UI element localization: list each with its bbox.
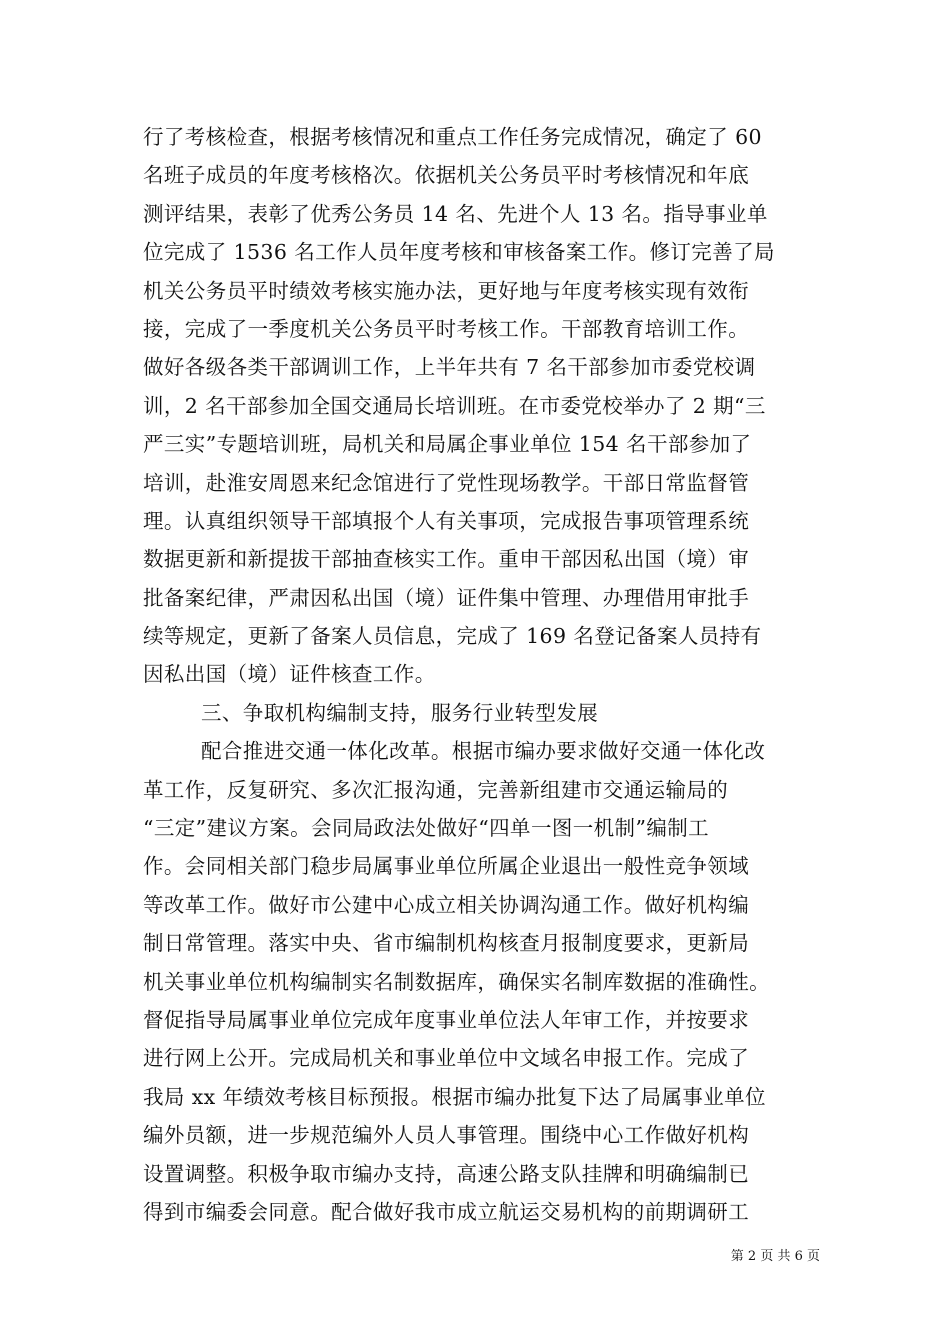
text-line: 编外员额，进一步规范编外人员人事管理。围绕中心工作做好机构 (143, 1123, 750, 1148)
text-line: 批备案纪律，严肃因私出国（境）证件集中管理、办理借用审批手 (143, 585, 750, 610)
text-line: 位完成了 1536 名工作人员年度考核和审核备案工作。修订完善了局 (143, 240, 775, 265)
text-line: 做好各级各类干部调训工作，上半年共有 7 名干部参加市委党校调 (143, 355, 756, 380)
text-line: 设置调整。积极争取市编办支持，高速公路支队挂牌和明确编制已 (143, 1161, 750, 1186)
text-line: 接，完成了一季度机关公务员平时考核工作。干部教育培训工作。 (143, 316, 750, 341)
text-line: 测评结果，表彰了优秀公务员 14 名、先进个人 13 名。指导事业单 (143, 201, 768, 226)
text-line: 培训，赴淮安周恩来纪念馆进行了党性现场教学。干部日常监督管 (143, 470, 750, 495)
text-line: 严三实”专题培训班，局机关和局属企事业单位 154 名干部参加了 (143, 432, 752, 457)
text-line: 进行网上公开。完成局机关和事业单位中文域名申报工作。完成了 (143, 1046, 750, 1071)
text-line: 机关事业单位机构编制实名制数据库，确保实名制库数据的准确性。 (143, 969, 770, 994)
text-line: 革工作，反复研究、多次汇报沟通，完善新组建市交通运输局的 (143, 777, 729, 802)
text-line: 制日常管理。落实中央、省市编制机构核查月报制度要求，更新局 (143, 931, 750, 956)
text-line: 行了考核检查，根据考核情况和重点工作任务完成情况，确定了 60 (143, 125, 762, 149)
text-line: 理。认真组织领导干部填报个人有关事项，完成报告事项管理系统 (143, 508, 750, 533)
page-number-footer: 第 2 页 共 6 页 (730, 1249, 820, 1264)
text-line: 机关公务员平时绩效考核实施办法，更好地与年度考核实现有效衔 (143, 278, 750, 303)
text-line: “三定”建议方案。会同局政法处做好“四单一图一机制”编制工 (143, 816, 710, 841)
text-line: 续等规定，更新了备案人员信息，完成了 169 名登记备案人员持有 (143, 624, 762, 649)
text-line: 督促指导局属事业单位完成年度事业单位法人年审工作，并按要求 (143, 1007, 750, 1032)
text-line: 因私出国（境）证件核查工作。 (143, 662, 436, 687)
text-line: 数据更新和新提拔干部抽查核实工作。重申干部因私出国（境）审 (143, 547, 750, 572)
text-line: 等改革工作。做好市公建中心成立相关协调沟通工作。做好机构编 (143, 892, 750, 917)
paragraph-start-line: 配合推进交通一体化改革。根据市编办要求做好交通一体化改 (201, 739, 766, 764)
body-text (143, 118, 823, 1231)
text-line: 作。会同相关部门稳步局属事业单位所属企业退出一般性竞争领域 (143, 854, 750, 879)
text-line: 得到市编委会同意。配合做好我市成立航运交易机构的前期调研工 (143, 1199, 750, 1224)
text-line: 名班子成员的年度考核格次。依据机关公务员平时考核情况和年底 (143, 163, 750, 188)
text-line: 训，2 名干部参加全国交通局长培训班。在市委党校举办了 2 期“三 (143, 393, 766, 418)
section-heading: 三、争取机构编制支持，服务行业转型发展 (201, 700, 599, 725)
text-line: 我局 xx 年绩效考核目标预报。根据市编办批复下达了局属事业单位 (143, 1084, 766, 1109)
